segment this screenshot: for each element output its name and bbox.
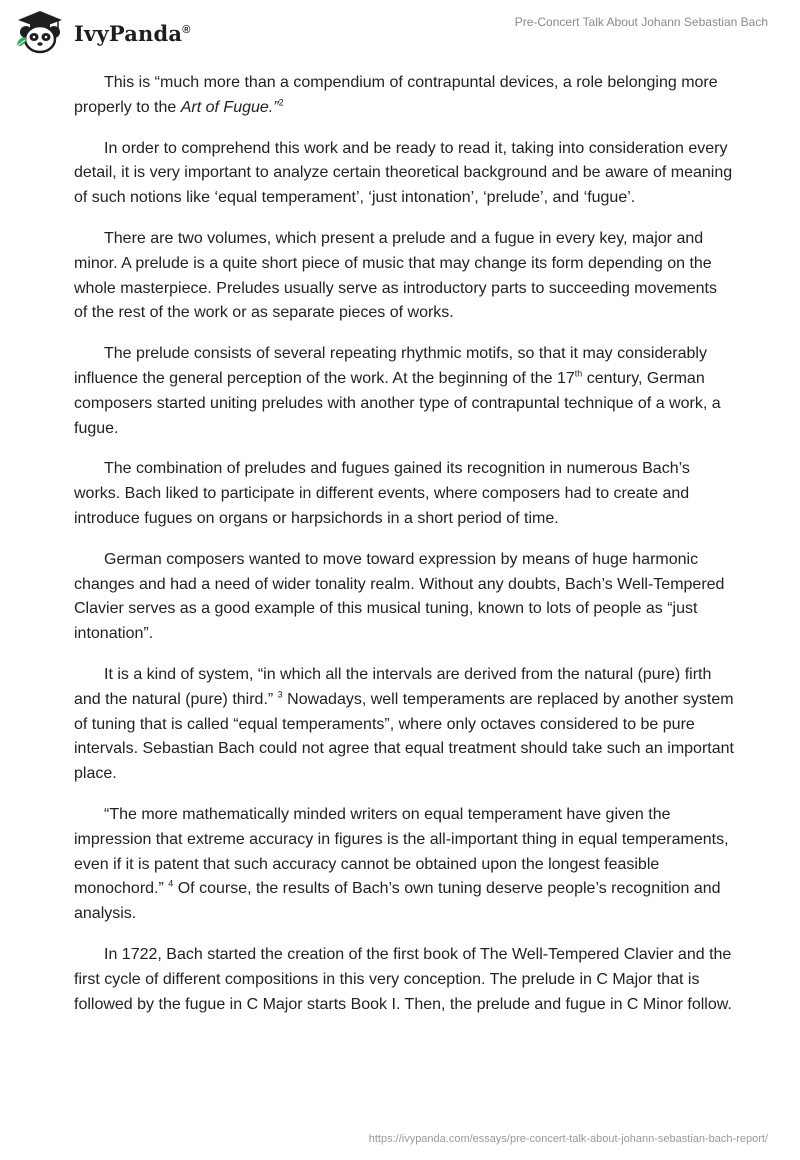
- footnote-ref-4: 4: [168, 878, 174, 889]
- paragraph-6: German composers wanted to move toward expression by means of huge harmonic changes and had a need of wider tonality realm. Without any doubts, Bach’s Well-Tempered Clavier serves as a good example of this musical tuning, known to lots of people as “just intonation”.: [74, 550, 725, 643]
- ivypanda-logo[interactable]: [14, 8, 191, 54]
- brand-name: IvyPanda®: [74, 20, 191, 46]
- paragraph-7: It is a kind of system, “in which all the intervals are derived from the natural (pure) firth and the natural (pure) third.” $^3$ Nowadays, well temperaments are replaced by another system of tuning that is called “equal temperaments”, where only octaves considered to be pure intervals. Sebastian Bach could not agree that equal treatment should take such an important place.: [74, 665, 734, 783]
- paragraph-2: In order to comprehend this work and be ready to read it, taking into consideration every detail, it is very important to analyze certain theoretical background and be aware of meaning of such notions like ‘equal temperament’, ‘just intonation’, ‘prelude’, and ‘fugue’.: [74, 139, 733, 207]
- art-of-fugue-title: Art of Fugue.”: [180, 98, 279, 116]
- paragraph-8: “The more mathematically minded writers on equal temperament have given the impression that extreme accuracy in figures is the all-important thing in equal temperaments, even if it is patent that such accuracy cannot be obtained upon the longest feasible monochord.” $^4$ Of course, the results of Bach’s own tuning deserve people’s recognition and analysis.: [74, 805, 729, 923]
- essay-body: [74, 71, 734, 1033]
- footnote-ref-3: 3: [277, 689, 283, 700]
- document-title: Pre-Concert Talk About Johann Sebastian Bach: [514, 15, 768, 29]
- footnote-ref-2: 2: [278, 97, 284, 108]
- paragraph-4: The prelude consists of several repeating rhythmic motifs, so that it may considerably influence the general perception of the work. At the beginning of the 17th century, German composers started uniting preludes with another type of contrapuntal technique of a work, a fugue.: [74, 345, 721, 437]
- source-url-link[interactable]: https://ivypanda.com/essays/pre-concert-talk-about-johann-sebastian-bach-report/: [368, 1133, 768, 1145]
- paragraph-9: In 1722, Bach started the creation of the first book of The Well-Tempered Clavier and the first cycle of different compositions in this very conception. The prelude in C Major that is followed by the fugue in C Major starts Book I. Then, the prelude and fugue in C Minor follow.: [74, 945, 732, 1013]
- panda-graduate-icon: [14, 8, 66, 54]
- paragraph-1: This is “much more than a compendium of contrapuntal devices, a role belonging more properly to the Art of Fugue.”$^2$: [74, 74, 718, 116]
- paragraph-5: The combination of preludes and fugues gained its recognition in numerous Bach’s works. Bach liked to participate in different events, where composers had to create and introduce fugues on organs or harpsichords in a short period of time.: [74, 460, 690, 527]
- ordinal-suffix: th: [574, 368, 583, 379]
- page-header: [0, 0, 800, 64]
- paragraph-3: There are two volumes, which present a prelude and a fugue in every key, major and minor. A prelude is a quite short piece of music that may change its form depending on the whole masterpiece. Preludes usually serve as introductory parts to succeeding movements of the rest of the work or as separate pieces of works.: [74, 229, 717, 322]
